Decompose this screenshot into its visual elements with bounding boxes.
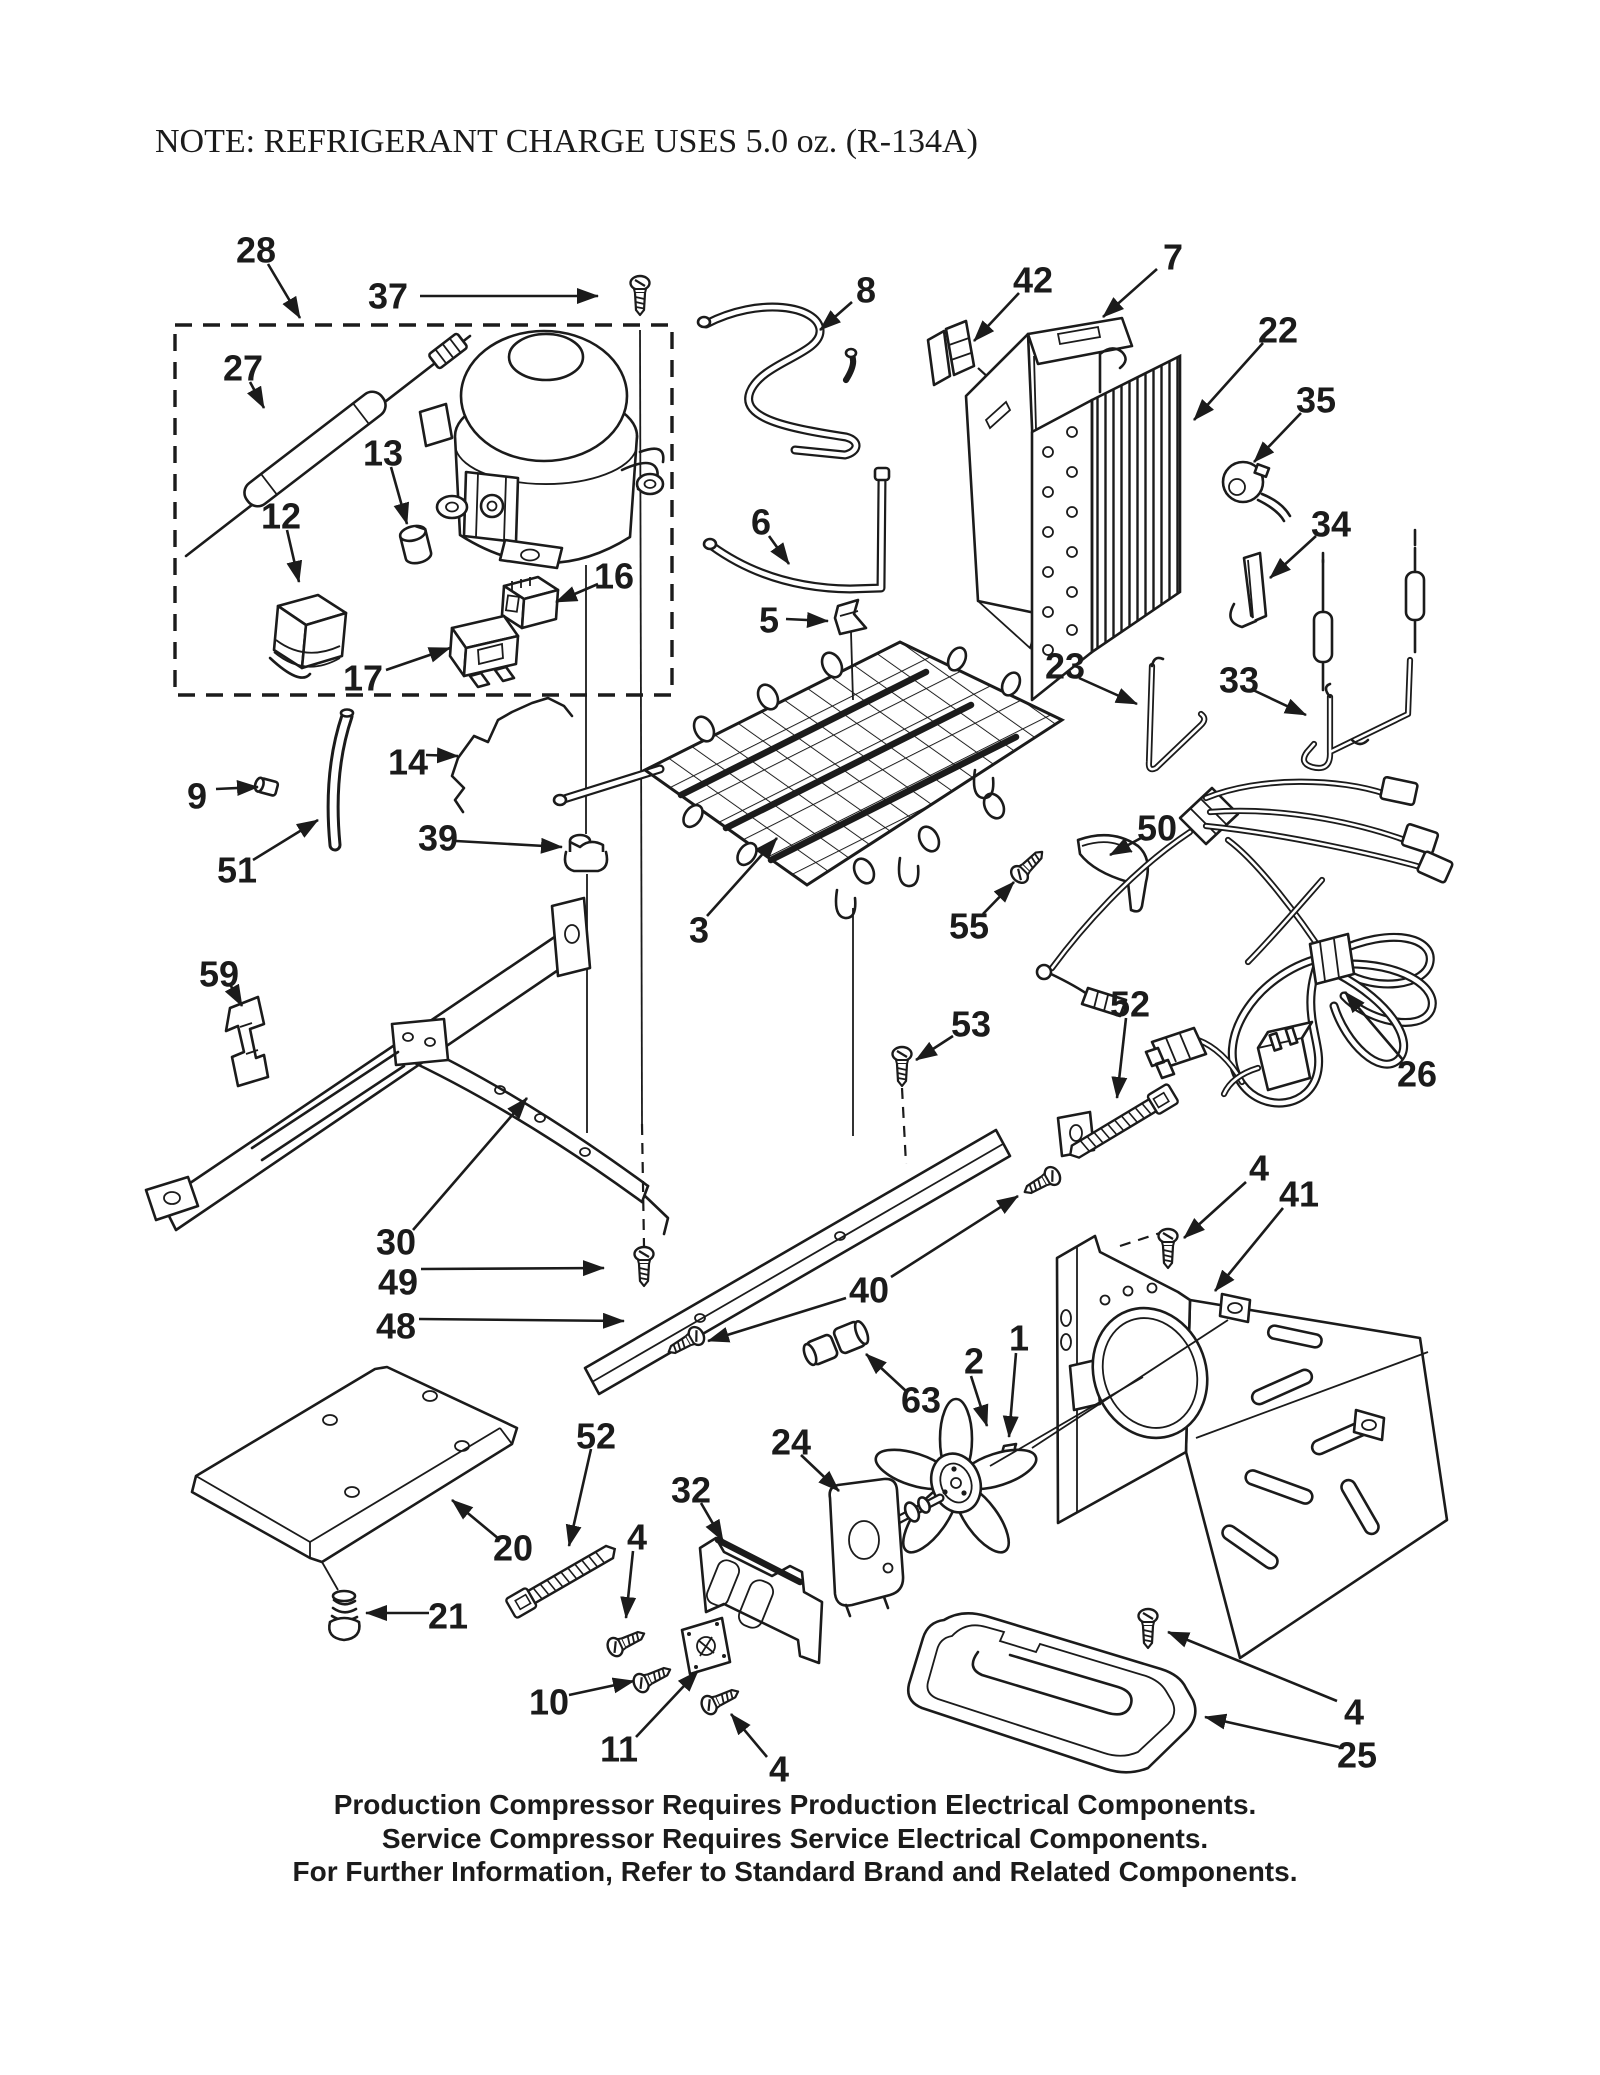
part-14-drawing: [452, 698, 572, 812]
callout-9: 9: [186, 775, 208, 817]
part-3-drawing: [554, 642, 1062, 918]
callout-35: 35: [1295, 379, 1337, 421]
part-5-drawing: [835, 600, 866, 634]
callout-3: 3: [688, 909, 710, 951]
callout-5: 5: [758, 599, 780, 641]
screw-4a: [1159, 1229, 1178, 1268]
callout-34: 34: [1310, 503, 1352, 545]
callout-2: 2: [963, 1340, 985, 1382]
callout-37: 37: [367, 275, 409, 317]
callout-27: 27: [222, 347, 264, 389]
callout-21: 21: [427, 1595, 469, 1637]
callout-28: 28: [235, 229, 277, 271]
callout-40: 40: [848, 1269, 890, 1311]
callout-52-upper: 52: [1109, 983, 1151, 1025]
callout-14: 14: [387, 741, 429, 783]
part-16-drawing: [502, 577, 558, 628]
callout-4-b: 4: [626, 1516, 648, 1558]
callout-23: 23: [1044, 645, 1086, 687]
callout-22: 22: [1257, 309, 1299, 351]
part-51-drawing: [333, 710, 353, 846]
callout-63: 63: [900, 1379, 942, 1421]
callout-7: 7: [1162, 236, 1184, 278]
callout-30: 30: [375, 1221, 417, 1263]
callout-12: 12: [260, 495, 302, 537]
part-30-drawing: [146, 898, 668, 1234]
screw-4d: [699, 1683, 742, 1717]
part-41-drawing: [1032, 1236, 1447, 1658]
callout-52-lower: 52: [575, 1415, 617, 1457]
part-35-drawing: [1223, 462, 1290, 521]
part-11-drawing: [682, 1618, 730, 1674]
callout-4-d: 4: [1343, 1691, 1365, 1733]
screw-37: [631, 276, 650, 315]
callout-33: 33: [1218, 659, 1260, 701]
footer-line-1: Production Compressor Requires Production Electrical Components.: [333, 1789, 1257, 1820]
callout-55: 55: [948, 905, 990, 947]
part-23-drawing: [1149, 658, 1204, 769]
part-20-drawing: [192, 1367, 517, 1562]
screw-4c: [605, 1625, 648, 1659]
callout-4-a: 4: [1248, 1147, 1270, 1189]
screw-4b: [1139, 1609, 1158, 1648]
callout-41: 41: [1278, 1173, 1320, 1215]
footer-line-2: Service Compressor Requires Service Electrical Components.: [381, 1823, 1209, 1854]
callout-20: 20: [492, 1527, 534, 1569]
note-title: NOTE: REFRIGERANT CHARGE USES 5.0 oz. (R-134A): [155, 123, 978, 160]
callout-48: 48: [375, 1305, 417, 1347]
part-63-drawing: [800, 1319, 871, 1368]
callout-10: 10: [528, 1681, 570, 1723]
callout-13: 13: [362, 432, 404, 474]
part-17-drawing: [450, 616, 518, 687]
callout-49: 49: [377, 1261, 419, 1303]
part-6-drawing: [704, 468, 889, 589]
part-33-drawing: [1304, 660, 1410, 768]
callout-8: 8: [855, 269, 877, 311]
part-12-drawing: [270, 595, 346, 678]
callout-24: 24: [770, 1421, 812, 1463]
footer-line-3: For Further Information, Refer to Standard Brand and Related Components.: [292, 1856, 1298, 1887]
screw-55: [1008, 845, 1049, 886]
part-59-drawing: [226, 997, 268, 1086]
callout-6: 6: [750, 501, 772, 543]
callout-11: 11: [599, 1728, 639, 1770]
callout-50: 50: [1136, 807, 1178, 849]
callout-51: 51: [216, 849, 258, 891]
part-34-drawing: [1230, 553, 1266, 627]
callout-53: 53: [950, 1003, 992, 1045]
callout-4-c: 4: [768, 1748, 790, 1790]
callout-1: 1: [1008, 1317, 1030, 1359]
part-26-drawing: [1037, 777, 1453, 1103]
part-compressor-drawing: [420, 331, 663, 568]
screw-40b: [1020, 1164, 1063, 1200]
part-13-drawing: [399, 523, 433, 565]
screw-10: [631, 1661, 674, 1695]
callout-59: 59: [198, 953, 240, 995]
callout-25: 25: [1336, 1734, 1378, 1776]
screw-49: [635, 1247, 654, 1286]
callout-26: 26: [1396, 1053, 1438, 1095]
callout-16: 16: [593, 555, 635, 597]
callout-39: 39: [417, 817, 459, 859]
screw-53: [893, 1047, 912, 1086]
callout-32: 32: [670, 1469, 712, 1511]
part-42-drawing: [928, 321, 974, 385]
part-21-drawing: [322, 1562, 359, 1640]
callout-42: 42: [1012, 259, 1054, 301]
callout-17: 17: [342, 657, 384, 699]
part-39-drawing: [565, 835, 607, 871]
part-8-drawing: [698, 307, 856, 455]
